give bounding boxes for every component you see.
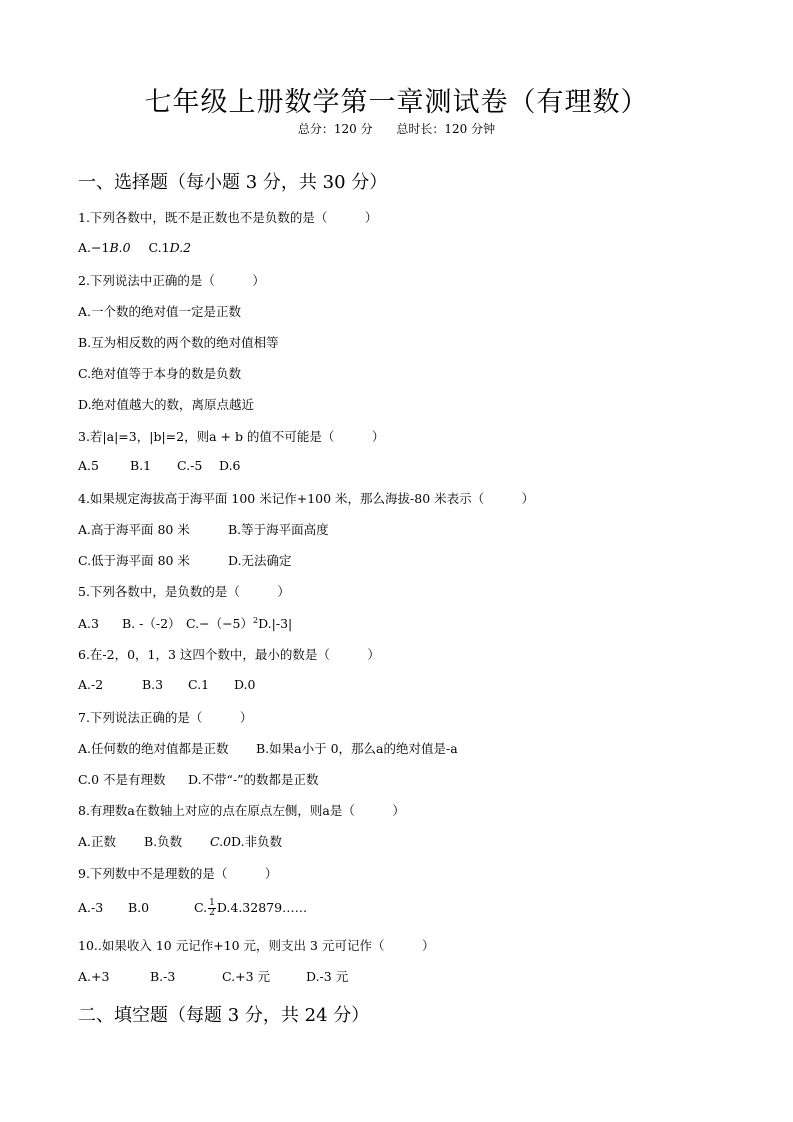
- q6-option-b: B.3: [142, 677, 164, 692]
- q1-option-c: C.1: [148, 240, 170, 255]
- q9-fraction-denominator: 2: [209, 908, 215, 918]
- q8-option-b: B.负数: [144, 834, 183, 849]
- q9-fraction-numerator: 1: [209, 898, 215, 908]
- q7-options-row2: [78, 770, 319, 788]
- q2-option-b: B.互为相反数的两个数的绝对值相等: [78, 335, 279, 350]
- q6-option-d: D.0: [234, 677, 256, 692]
- q7-option-d: D.不带“-”的数都是正数: [188, 772, 319, 787]
- q8-stem: 8.有理数a在数轴上对应的点在原点左侧，则a是（ ）: [78, 803, 405, 818]
- q4-options-row2: [78, 551, 292, 569]
- q6-options: [78, 677, 256, 692]
- q3-option-c: C.-5: [177, 458, 203, 473]
- q10-option-c: C.+3 元: [222, 969, 270, 984]
- q3-option-a: A.5: [78, 458, 99, 473]
- q2-stem: 2.下列说法中正确的是（ ）: [78, 273, 265, 288]
- exam-meta: [0, 120, 793, 137]
- q6-option-c: C.1: [188, 677, 210, 692]
- q5-options: [78, 614, 292, 632]
- section-fill-title: 二、填空题（每题 3 分，共 24 分）: [78, 1005, 370, 1026]
- q8-options: [78, 832, 282, 850]
- q10-stem: 10..如果收入 10 元记作+10 元，则支出 3 元可记作（ ）: [78, 938, 435, 953]
- total-time: 总时长：120 分钟: [396, 122, 496, 136]
- q9-option-c: [194, 899, 217, 918]
- q9-option-b: B.0: [128, 900, 150, 915]
- q4-options-row1: [78, 520, 329, 538]
- q3-option-d: D.6: [219, 458, 241, 473]
- q9-option-a: A.-3: [78, 900, 104, 915]
- q10-option-d: D.-3 元: [306, 969, 349, 984]
- q5-option-a: A.3: [78, 616, 99, 631]
- q5-option-d: D.|-3|: [258, 616, 293, 631]
- q1-stem: 1.下列各数中，既不是正数也不是负数的是（ ）: [78, 210, 378, 225]
- q8-option-a: A.正数: [78, 834, 117, 849]
- q6-stem: 6.在-2，0，1，3 这四个数中，最小的数是（ ）: [78, 647, 380, 662]
- q8-option-c: C.0: [210, 834, 232, 849]
- q4-stem: 4.如果规定海拔高于海平面 100 米记作+100 米，那么海拔-80 米表示（ ）: [78, 491, 535, 506]
- q9-stem: 9.下列数中不是理数的是（ ）: [78, 866, 278, 881]
- q7-options-row1: [78, 739, 458, 757]
- q5-stem: 5.下列各数中，是负数的是（ ）: [78, 584, 290, 599]
- q7-option-a: A.任何数的绝对值都是正数: [78, 741, 229, 756]
- q4-option-c: C.低于海平面 80 米: [78, 553, 190, 568]
- q7-stem: 7.下列说法正确的是（ ）: [78, 710, 253, 725]
- page-title: 七年级上册数学第一章测试卷（有理数）: [144, 87, 649, 118]
- q8-option-d: D.非负数: [231, 834, 283, 849]
- q3-stem: 3.若|a|=3，|b|=2，则a + b 的值不可能是（ ）: [78, 429, 385, 444]
- q5-option-c-base: C.−（−5）: [186, 616, 253, 631]
- q2-option-d: D.绝对值越大的数，离原点越近: [78, 397, 255, 412]
- q5-option-c-exponent: 2: [253, 615, 259, 625]
- section-choice-title: 一、选择题（每小题 3 分，共 30 分）: [78, 172, 388, 193]
- q10-options: [78, 967, 348, 985]
- q1-option-b: B.0: [109, 240, 131, 255]
- q2-option-c: C.绝对值等于本身的数是负数: [78, 366, 242, 381]
- q7-option-c: C.0 不是有理数: [78, 772, 166, 787]
- q1-options: [78, 240, 191, 255]
- q1-option-d: D.2: [169, 240, 192, 255]
- q10-option-b: B.-3: [150, 969, 176, 984]
- q9-option-c-label: C.: [194, 900, 208, 915]
- q5-option-b: B. -（-2）: [122, 616, 181, 631]
- q4-option-a: A.高于海平面 80 米: [78, 522, 190, 537]
- q1-option-a: A.−1: [78, 240, 110, 255]
- q3-option-b: B.1: [130, 458, 152, 473]
- q9-fraction: [208, 899, 216, 918]
- q5-option-c: [186, 614, 258, 632]
- q3-options: [78, 458, 241, 473]
- q9-option-d: D.4.32879……: [216, 900, 308, 915]
- q4-option-b: B.等于海平面高度: [228, 522, 329, 537]
- q10-option-a: A.+3: [78, 969, 110, 984]
- q9-options: [78, 899, 307, 918]
- total-score: 总分：120 分: [297, 122, 373, 136]
- q4-option-d: D.无法确定: [228, 553, 292, 568]
- q2-option-a: A.一个数的绝对值一定是正数: [78, 304, 242, 319]
- q7-option-b: B.如果a小于 0，那么a的绝对值是-a: [256, 741, 458, 756]
- q6-option-a: A.-2: [78, 677, 104, 692]
